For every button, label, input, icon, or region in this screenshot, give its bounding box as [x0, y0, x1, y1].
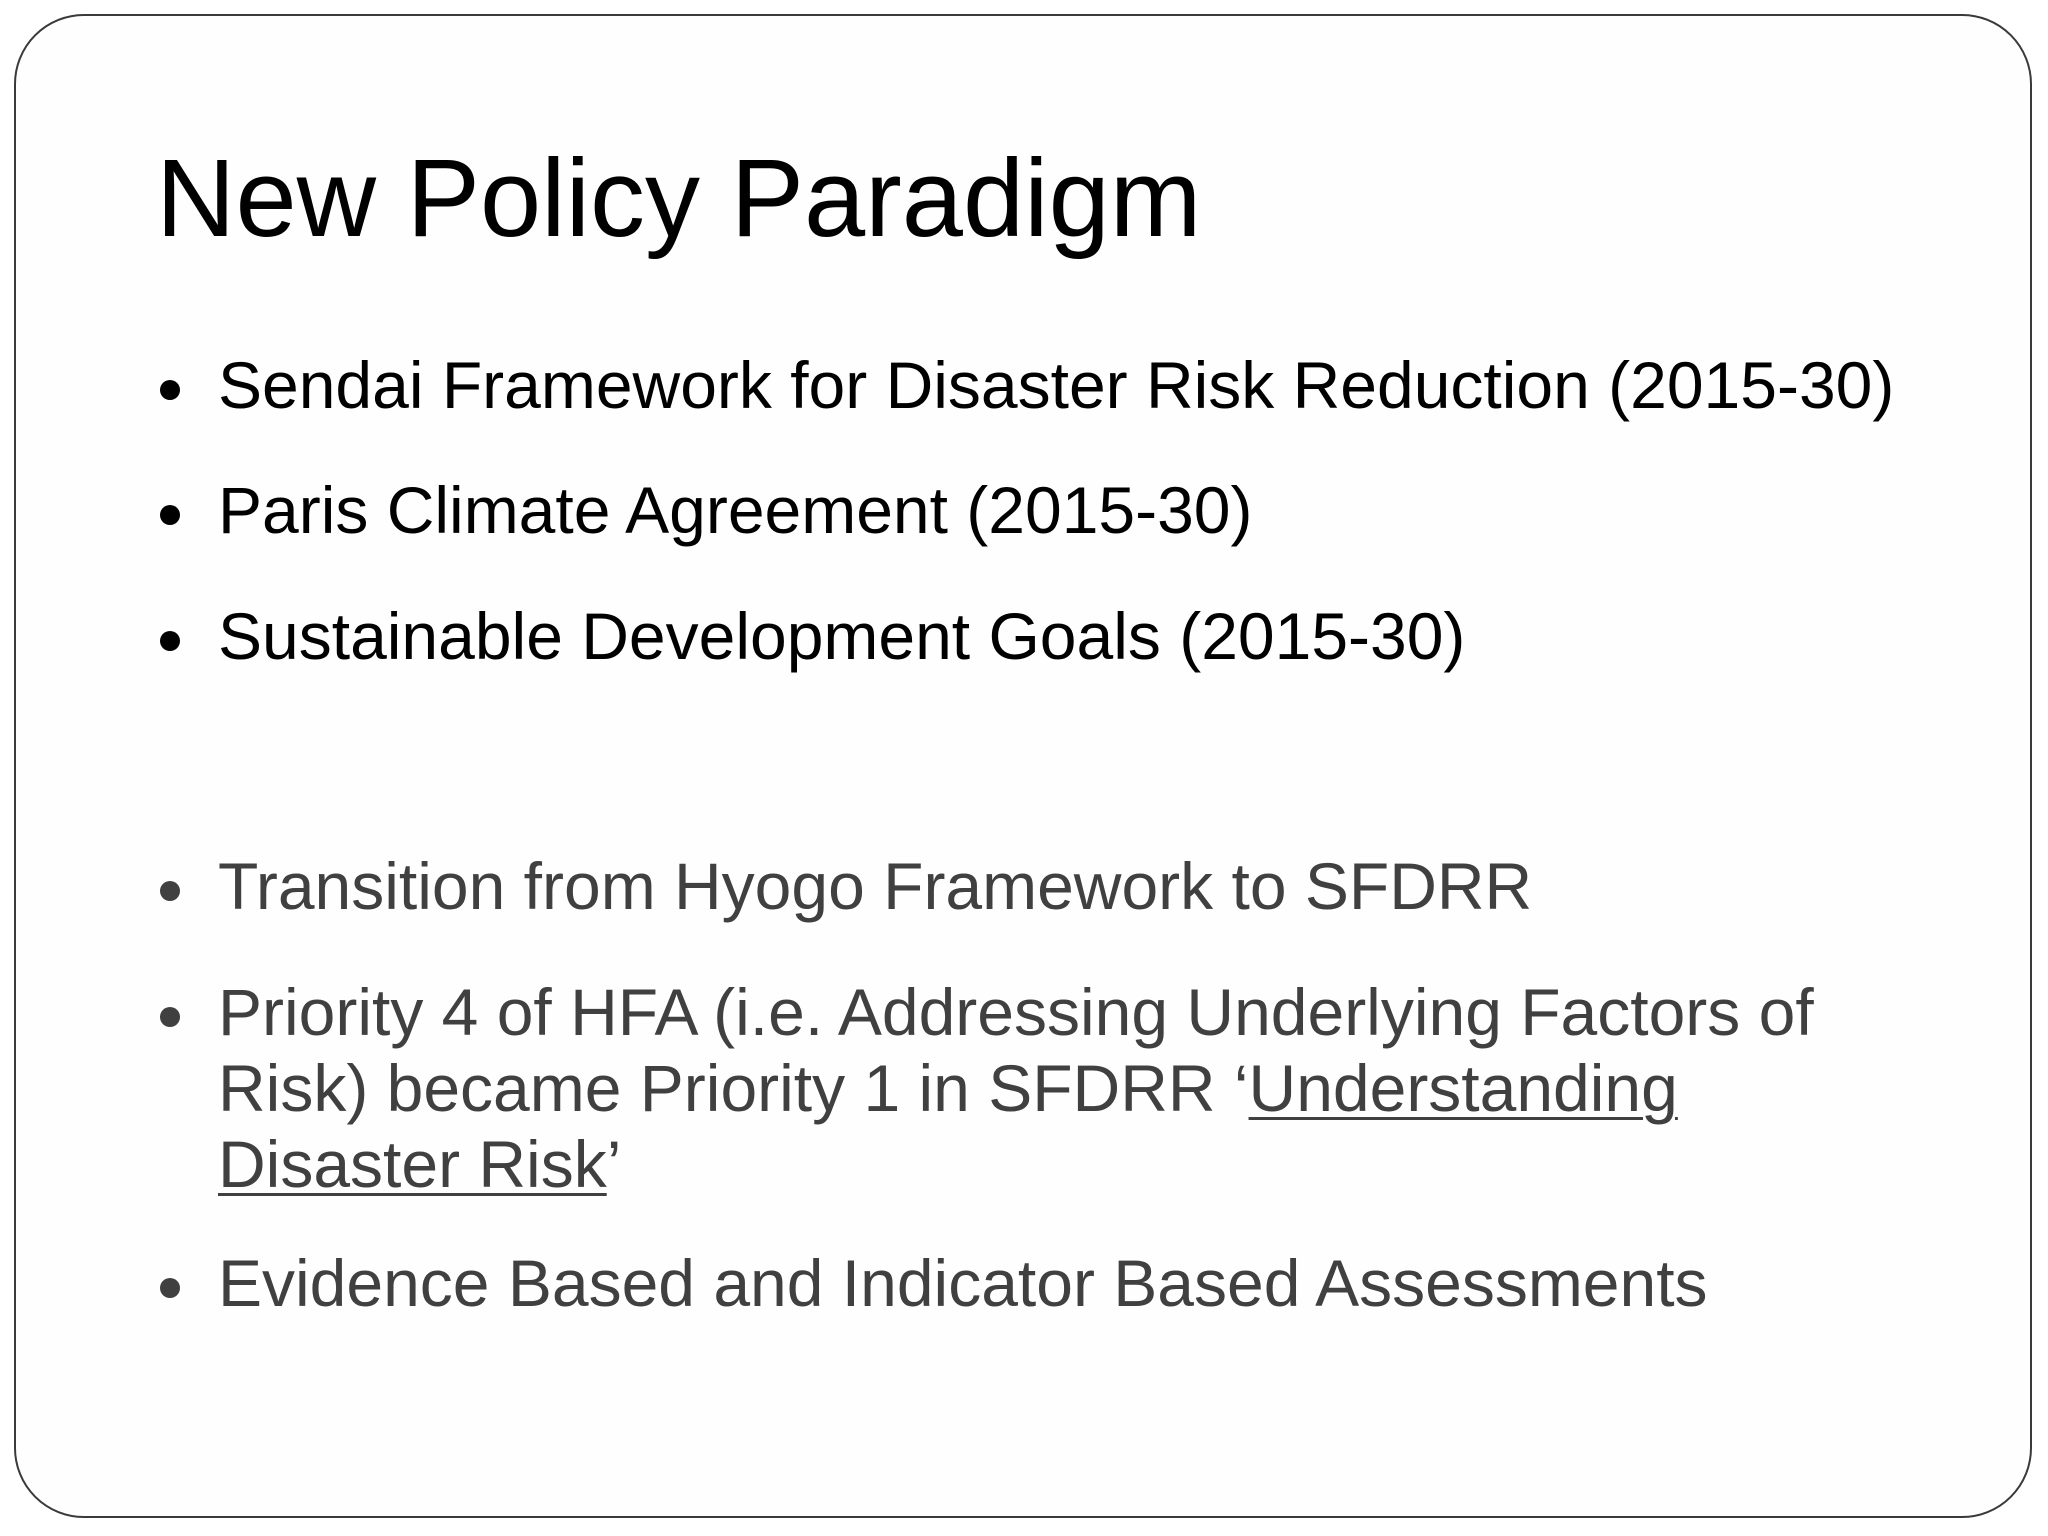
bullet-line-3	[218, 1126, 1958, 1202]
bullet-dot-icon	[160, 380, 180, 400]
bullet-text: Sustainable Development Goals (2015-30)	[218, 599, 1466, 673]
bullet-item-sdg	[218, 598, 1958, 674]
bullet-text: Transition from Hyogo Framework to SFDRR	[218, 849, 1533, 923]
slide-title: New Policy Paradigm	[156, 137, 1202, 260]
bullet-item-paris	[218, 472, 1958, 548]
slide-frame	[14, 14, 2032, 1518]
bullet-text: Paris Climate Agreement (2015-30)	[218, 473, 1253, 547]
bullet-item-priority	[218, 974, 1958, 1202]
bullet-text: Sendai Framework for Disaster Risk Reduction (2015-30)	[218, 348, 1895, 422]
bullet-dot-icon	[160, 881, 180, 901]
bullet-text: Risk) became Priority 1 in SFDRR ‘	[218, 1051, 1249, 1125]
bullet-dot-icon	[160, 505, 180, 525]
bullet-text: ’	[606, 1127, 622, 1201]
bullet-dot-icon	[160, 1278, 180, 1298]
bullet-item-transition	[218, 848, 1958, 924]
bullet-text: Evidence Based and Indicator Based Assessments	[218, 1246, 1708, 1320]
understanding-link-part-2[interactable]: Disaster Risk	[218, 1127, 607, 1201]
bullet-line-2	[218, 1050, 1958, 1126]
bullet-dot-icon	[160, 631, 180, 651]
bullet-item-evidence	[218, 1245, 1958, 1321]
bullet-text: Priority 4 of HFA (i.e. Addressing Underlying Factors of	[218, 975, 1814, 1049]
bullet-item-sendai	[218, 347, 1958, 423]
bullet-line-1	[218, 974, 1958, 1050]
understanding-link-part-1[interactable]: Understanding	[1248, 1051, 1678, 1125]
bullet-dot-icon	[160, 1007, 180, 1027]
